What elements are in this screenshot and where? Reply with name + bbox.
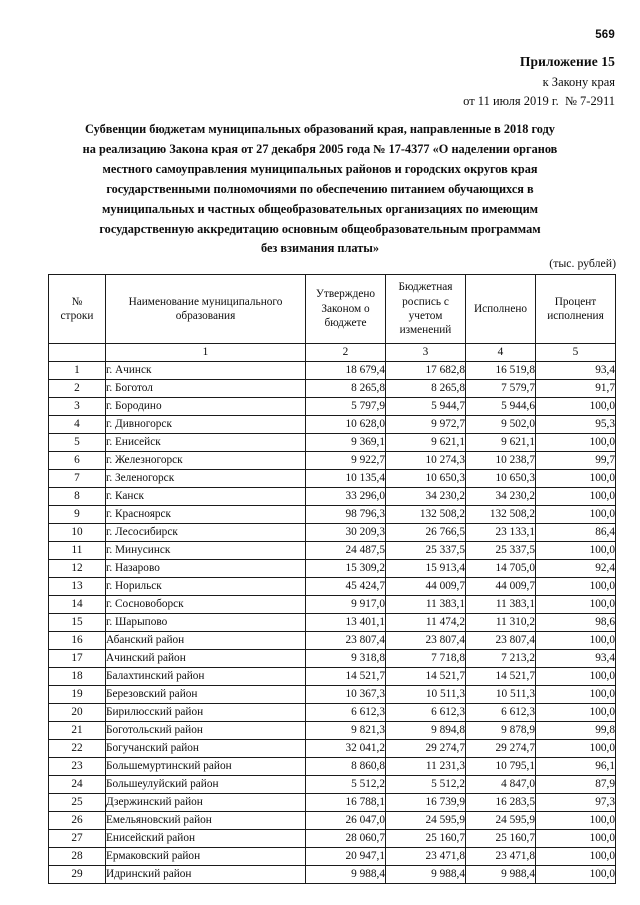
- approved-value-cell: 24 487,5: [306, 542, 386, 560]
- row-number-cell: 14: [49, 596, 106, 614]
- column-header-approved-by-law: [306, 275, 386, 344]
- executed-value-cell: 14 705,0: [466, 560, 536, 578]
- header-line: бюджете: [324, 317, 367, 330]
- executed-value-cell: 44 009,7: [466, 578, 536, 596]
- municipality-name-cell: Енисейский район: [106, 830, 306, 848]
- executed-value-cell: 14 521,7: [466, 668, 536, 686]
- executed-value-cell: 9 988,4: [466, 866, 536, 884]
- table-row: [49, 776, 616, 794]
- row-number-cell: 28: [49, 848, 106, 866]
- executed-value-cell: 29 274,7: [466, 740, 536, 758]
- table-header-row: [49, 275, 616, 344]
- row-number-cell: 21: [49, 722, 106, 740]
- roster-value-cell: 44 009,7: [386, 578, 466, 596]
- executed-value-cell: 23 471,8: [466, 848, 536, 866]
- row-number-cell: 27: [49, 830, 106, 848]
- column-number-cell: 1: [106, 344, 306, 362]
- approved-value-cell: 9 917,0: [306, 596, 386, 614]
- table-row: [49, 434, 616, 452]
- executed-value-cell: 7 213,2: [466, 650, 536, 668]
- percent-value-cell: 100,0: [536, 668, 616, 686]
- approved-value-cell: 10 367,3: [306, 686, 386, 704]
- table-row: [49, 650, 616, 668]
- header-line: строки: [60, 310, 94, 322]
- approved-value-cell: 6 612,3: [306, 704, 386, 722]
- title-line: на реализацию Закона края от 27 декабря 2005 года № 17-4377 «О наделении органов: [82, 141, 558, 156]
- roster-value-cell: 25 337,5: [386, 542, 466, 560]
- row-number-cell: 1: [49, 362, 106, 380]
- column-number-cell: 2: [306, 344, 386, 362]
- percent-value-cell: 87,9: [536, 776, 616, 794]
- row-number-cell: 17: [49, 650, 106, 668]
- roster-value-cell: 9 894,8: [386, 722, 466, 740]
- approved-value-cell: 10 135,4: [306, 470, 386, 488]
- approved-value-cell: 98 796,3: [306, 506, 386, 524]
- roster-value-cell: 9 988,4: [386, 866, 466, 884]
- row-number-cell: 20: [49, 704, 106, 722]
- column-header-budget-roster: [386, 275, 466, 344]
- executed-value-cell: 5 944,6: [466, 398, 536, 416]
- table-row: [49, 812, 616, 830]
- row-number-cell: 10: [49, 524, 106, 542]
- executed-value-cell: 10 795,1: [466, 758, 536, 776]
- roster-value-cell: 11 383,1: [386, 596, 466, 614]
- municipality-name-cell: г. Енисейск: [106, 434, 306, 452]
- percent-value-cell: 100,0: [536, 542, 616, 560]
- executed-value-cell: 34 230,2: [466, 488, 536, 506]
- roster-value-cell: 16 739,9: [386, 794, 466, 812]
- title-line: без взимания платы»: [260, 241, 380, 256]
- column-number-cell: 4: [466, 344, 536, 362]
- table-row: [49, 452, 616, 470]
- municipality-name-cell: Идринский район: [106, 866, 306, 884]
- header-line: роспись с: [402, 295, 449, 308]
- percent-value-cell: 92,4: [536, 560, 616, 578]
- executed-value-cell: 9 878,9: [466, 722, 536, 740]
- municipality-name-cell: Большемуртинский район: [106, 758, 306, 776]
- percent-value-cell: 93,4: [536, 362, 616, 380]
- municipality-name-cell: Большеулуйский район: [106, 776, 306, 794]
- percent-value-cell: 96,1: [536, 758, 616, 776]
- municipality-name-cell: г. Лесосибирск: [106, 524, 306, 542]
- percent-value-cell: 99,7: [536, 452, 616, 470]
- roster-value-cell: 29 274,7: [386, 740, 466, 758]
- municipality-name-cell: г. Шарыпово: [106, 614, 306, 632]
- roster-value-cell: 9 972,7: [386, 416, 466, 434]
- approved-value-cell: 5 797,9: [306, 398, 386, 416]
- row-number-cell: 13: [49, 578, 106, 596]
- municipality-name-cell: Емельяновский район: [106, 812, 306, 830]
- row-number-cell: 4: [49, 416, 106, 434]
- row-number-cell: 24: [49, 776, 106, 794]
- row-number-cell: 12: [49, 560, 106, 578]
- municipality-name-cell: Бирилюсский район: [106, 704, 306, 722]
- table-row: [49, 686, 616, 704]
- units-caption: (тыс. рублей): [549, 256, 616, 270]
- header-line: образования: [175, 310, 236, 322]
- percent-value-cell: 100,0: [536, 848, 616, 866]
- roster-value-cell: 5 512,2: [386, 776, 466, 794]
- row-number-cell: 9: [49, 506, 106, 524]
- appendix-title: Приложение 15: [519, 54, 615, 69]
- row-number-cell: 18: [49, 668, 106, 686]
- municipality-name-cell: г. Железногорск: [106, 452, 306, 470]
- percent-value-cell: 100,0: [536, 596, 616, 614]
- approved-value-cell: 33 296,0: [306, 488, 386, 506]
- title-line: Субвенции бюджетам муниципальных образований края, направленные в 2018 году: [85, 122, 555, 136]
- municipality-name-cell: г. Красноярск: [106, 506, 306, 524]
- municipality-name-cell: Богучанский район: [106, 740, 306, 758]
- percent-value-cell: 86,4: [536, 524, 616, 542]
- appendix-date-number: от 11 июля 2019 г. № 7-2911: [463, 94, 615, 109]
- percent-value-cell: 98,6: [536, 614, 616, 632]
- roster-value-cell: 132 508,2: [386, 506, 466, 524]
- title-line: муниципальных и частных общеобразовательных организациях по имеющим: [101, 201, 539, 216]
- header-line: №: [71, 295, 83, 308]
- municipality-name-cell: г. Дивногорск: [106, 416, 306, 434]
- approved-value-cell: 9 821,3: [306, 722, 386, 740]
- roster-value-cell: 23 807,4: [386, 632, 466, 650]
- executed-value-cell: 6 612,3: [466, 704, 536, 722]
- executed-value-cell: 132 508,2: [466, 506, 536, 524]
- table-column-number-row: [49, 344, 616, 362]
- row-number-cell: 16: [49, 632, 106, 650]
- row-number-cell: 22: [49, 740, 106, 758]
- executed-value-cell: 23 807,4: [466, 632, 536, 650]
- percent-value-cell: 100,0: [536, 506, 616, 524]
- header-line: изменений: [399, 324, 452, 337]
- table-body: [49, 362, 616, 884]
- roster-value-cell: 23 471,8: [386, 848, 466, 866]
- percent-value-cell: 100,0: [536, 470, 616, 488]
- percent-value-cell: 93,4: [536, 650, 616, 668]
- municipality-name-cell: г. Назарово: [106, 560, 306, 578]
- approved-value-cell: 26 047,0: [306, 812, 386, 830]
- table-row: [49, 758, 616, 776]
- percent-value-cell: 99,8: [536, 722, 616, 740]
- table-row: [49, 470, 616, 488]
- column-number-cell: 5: [536, 344, 616, 362]
- municipality-name-cell: г. Минусинск: [106, 542, 306, 560]
- municipality-name-cell: г. Бородино: [106, 398, 306, 416]
- row-number-cell: 6: [49, 452, 106, 470]
- header-line: Процент: [554, 295, 597, 308]
- table-row: [49, 362, 616, 380]
- approved-value-cell: 8 265,8: [306, 380, 386, 398]
- header-line: Утверждено: [315, 288, 376, 301]
- title-line: местного самоуправления муниципальных районов и городских округов края: [102, 161, 538, 176]
- roster-value-cell: 5 944,7: [386, 398, 466, 416]
- executed-value-cell: 10 650,3: [466, 470, 536, 488]
- approved-value-cell: 18 679,4: [306, 362, 386, 380]
- approved-value-cell: 13 401,1: [306, 614, 386, 632]
- approved-value-cell: 32 041,2: [306, 740, 386, 758]
- table-row: [49, 722, 616, 740]
- percent-value-cell: 100,0: [536, 830, 616, 848]
- roster-value-cell: 7 718,8: [386, 650, 466, 668]
- approved-value-cell: 14 521,7: [306, 668, 386, 686]
- executed-value-cell: 25 337,5: [466, 542, 536, 560]
- table-header: [49, 275, 616, 362]
- appendix-law-reference: к Закону края: [542, 74, 615, 89]
- approved-value-cell: 9 922,7: [306, 452, 386, 470]
- executed-value-cell: 9 621,1: [466, 434, 536, 452]
- percent-value-cell: 95,3: [536, 416, 616, 434]
- row-number-cell: 19: [49, 686, 106, 704]
- percent-value-cell: 91,7: [536, 380, 616, 398]
- percent-value-cell: 100,0: [536, 812, 616, 830]
- approved-value-cell: 16 788,1: [306, 794, 386, 812]
- table-row: [49, 416, 616, 434]
- table-row: [49, 524, 616, 542]
- municipality-name-cell: Балахтинский район: [106, 668, 306, 686]
- column-header-executed: [466, 275, 536, 344]
- row-number-cell: 5: [49, 434, 106, 452]
- header-line: учетом: [408, 310, 443, 322]
- column-header-municipality-name: [106, 275, 306, 344]
- approved-value-cell: 30 209,3: [306, 524, 386, 542]
- table-row: [49, 596, 616, 614]
- approved-value-cell: 9 369,1: [306, 434, 386, 452]
- table-row: [49, 398, 616, 416]
- table-row: [49, 578, 616, 596]
- municipality-name-cell: г. Ачинск: [106, 362, 306, 380]
- table-row: [49, 560, 616, 578]
- executed-value-cell: 11 310,2: [466, 614, 536, 632]
- municipality-name-cell: Боготольский район: [106, 722, 306, 740]
- roster-value-cell: 8 265,8: [386, 380, 466, 398]
- row-number-cell: 26: [49, 812, 106, 830]
- executed-value-cell: 10 238,7: [466, 452, 536, 470]
- percent-value-cell: 100,0: [536, 632, 616, 650]
- executed-value-cell: 7 579,7: [466, 380, 536, 398]
- approved-value-cell: 45 424,7: [306, 578, 386, 596]
- header-line: Наименование муниципального: [128, 295, 283, 308]
- municipality-name-cell: Дзержинский район: [106, 794, 306, 812]
- column-header-row-number: [49, 275, 106, 344]
- roster-value-cell: 24 595,9: [386, 812, 466, 830]
- municipality-name-cell: г. Зеленогорск: [106, 470, 306, 488]
- appendix-reference-block: [463, 52, 615, 112]
- roster-value-cell: 17 682,8: [386, 362, 466, 380]
- table-row: [49, 866, 616, 884]
- header-line: Исполнено: [473, 302, 528, 315]
- approved-value-cell: 20 947,1: [306, 848, 386, 866]
- table-row: [49, 542, 616, 560]
- row-number-cell: 23: [49, 758, 106, 776]
- table-row: [49, 740, 616, 758]
- executed-value-cell: 25 160,7: [466, 830, 536, 848]
- row-number-cell: 8: [49, 488, 106, 506]
- title-line: государственную аккредитацию основным общеобразовательным программам: [99, 221, 541, 236]
- executed-value-cell: 16 519,8: [466, 362, 536, 380]
- percent-value-cell: 97,3: [536, 794, 616, 812]
- row-number-cell: 11: [49, 542, 106, 560]
- approved-value-cell: 9 988,4: [306, 866, 386, 884]
- roster-value-cell: 6 612,3: [386, 704, 466, 722]
- municipality-name-cell: Ермаковский район: [106, 848, 306, 866]
- table-row: [49, 506, 616, 524]
- column-number-cell: [49, 344, 106, 362]
- municipality-name-cell: г. Норильск: [106, 578, 306, 596]
- table-row: [49, 794, 616, 812]
- table-row: [49, 614, 616, 632]
- executed-value-cell: 9 502,0: [466, 416, 536, 434]
- table-row: [49, 830, 616, 848]
- title-line: государственными полномочиями по обеспечению питанием обучающихся в: [106, 181, 534, 196]
- roster-value-cell: 14 521,7: [386, 668, 466, 686]
- municipality-name-cell: г. Канск: [106, 488, 306, 506]
- percent-value-cell: 100,0: [536, 398, 616, 416]
- percent-value-cell: 100,0: [536, 740, 616, 758]
- approved-value-cell: 5 512,2: [306, 776, 386, 794]
- roster-value-cell: 11 474,2: [386, 614, 466, 632]
- document-title: [55, 120, 585, 259]
- roster-value-cell: 25 160,7: [386, 830, 466, 848]
- roster-value-cell: 10 511,3: [386, 686, 466, 704]
- approved-value-cell: 23 807,4: [306, 632, 386, 650]
- roster-value-cell: 34 230,2: [386, 488, 466, 506]
- approved-value-cell: 28 060,7: [306, 830, 386, 848]
- executed-value-cell: 16 283,5: [466, 794, 536, 812]
- percent-value-cell: 100,0: [536, 578, 616, 596]
- header-line: Законом о: [321, 302, 370, 315]
- percent-value-cell: 100,0: [536, 488, 616, 506]
- percent-value-cell: 100,0: [536, 434, 616, 452]
- table-row: [49, 668, 616, 686]
- table-row: [49, 704, 616, 722]
- municipality-name-cell: г. Сосновоборск: [106, 596, 306, 614]
- approved-value-cell: 10 628,0: [306, 416, 386, 434]
- table-row: [49, 632, 616, 650]
- percent-value-cell: 100,0: [536, 704, 616, 722]
- municipality-name-cell: Абанский район: [106, 632, 306, 650]
- municipality-name-cell: Березовский район: [106, 686, 306, 704]
- row-number-cell: 3: [49, 398, 106, 416]
- roster-value-cell: 10 650,3: [386, 470, 466, 488]
- row-number-cell: 25: [49, 794, 106, 812]
- header-line: исполнения: [547, 310, 604, 322]
- table-row: [49, 380, 616, 398]
- row-number-cell: 29: [49, 866, 106, 884]
- executed-value-cell: 4 847,0: [466, 776, 536, 794]
- row-number-cell: 15: [49, 614, 106, 632]
- percent-value-cell: 100,0: [536, 866, 616, 884]
- budget-table: [48, 274, 616, 884]
- column-header-percent-executed: [536, 275, 616, 344]
- row-number-cell: 2: [49, 380, 106, 398]
- approved-value-cell: 8 860,8: [306, 758, 386, 776]
- approved-value-cell: 15 309,2: [306, 560, 386, 578]
- approved-value-cell: 9 318,8: [306, 650, 386, 668]
- municipality-name-cell: Ачинский район: [106, 650, 306, 668]
- executed-value-cell: 10 511,3: [466, 686, 536, 704]
- executed-value-cell: 23 133,1: [466, 524, 536, 542]
- roster-value-cell: 9 621,1: [386, 434, 466, 452]
- page-number: 569: [595, 29, 615, 41]
- executed-value-cell: 24 595,9: [466, 812, 536, 830]
- percent-value-cell: 100,0: [536, 686, 616, 704]
- municipality-name-cell: г. Боготол: [106, 380, 306, 398]
- roster-value-cell: 15 913,4: [386, 560, 466, 578]
- column-number-cell: 3: [386, 344, 466, 362]
- roster-value-cell: 11 231,3: [386, 758, 466, 776]
- roster-value-cell: 10 274,3: [386, 452, 466, 470]
- header-line: Бюджетная: [398, 281, 453, 294]
- table-row: [49, 488, 616, 506]
- table-row: [49, 848, 616, 866]
- row-number-cell: 7: [49, 470, 106, 488]
- executed-value-cell: 11 383,1: [466, 596, 536, 614]
- roster-value-cell: 26 766,5: [386, 524, 466, 542]
